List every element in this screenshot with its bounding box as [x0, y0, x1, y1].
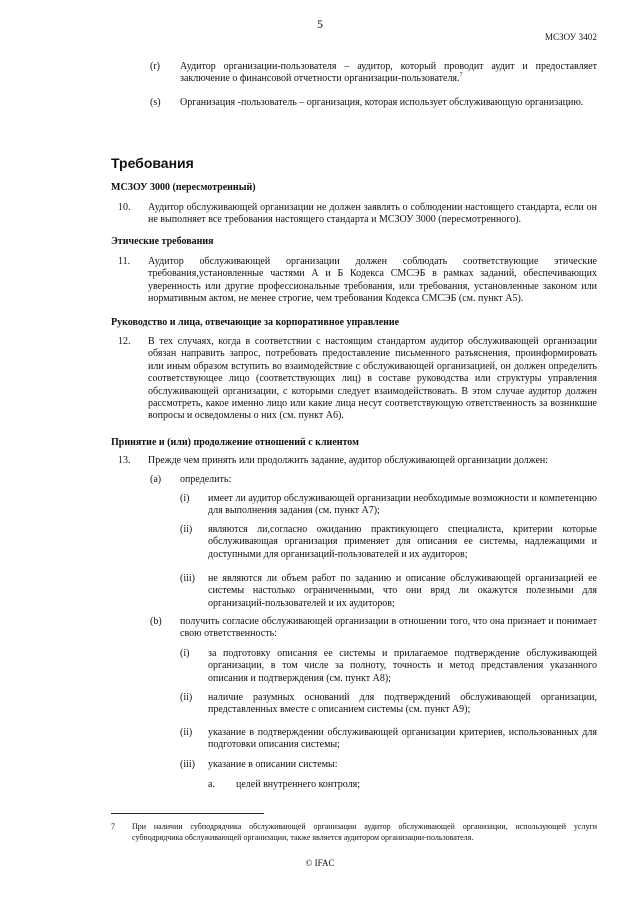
para-12-text: В тех случаях, когда в соответствии с настоящим стандартом аудитор обслуживающей организации обязан направить запрос, потребовать предоставление письменного разъяснения, проинформировать или иным образом вступить во взаимодействие с обслуживающей организацией, он должен определить соответствующее лицо (соответствующих лиц) в составе руководства или структуры управления обслуживающей организации, с которыми следует взаимодействовать. В этом случае аудитор должен рассмотреть, какое именно лицо или какие лица несут соответствующую ответственность за возникшие вопросы и осведомлены о них (см. пункт А6).: [148, 336, 597, 422]
item-b-ii-text: наличие разумных оснований для подтверждений обслуживающей организации, представленных вместе с описанием системы (см. пункт А9);: [208, 692, 597, 716]
item-b-ii2-label: (ii): [180, 727, 193, 738]
sub-alpha-label: a.: [208, 779, 215, 790]
item-b-iii-label: (iii): [180, 759, 195, 770]
footnote-separator: [111, 813, 264, 814]
para-11-text: Аудитор обслуживающей организации должен соблюдать соответствующие этические требования,установленные частями А и Б Кодекса СМСЭБ в рамках заданий, обеспечивающих уверенность или другие профессиональные требования, или требования, установленные законом или нормативным актом, не менее строгие, чем требования Кодекса СМСЭБ (см. пункт А5).: [148, 256, 597, 305]
copyright: © IFAC: [305, 858, 335, 868]
footnote-text: При наличии субподрядчика обслуживающей организации аудитор обслуживающей организации, использующей услуги субподрядчика обслуживающей организации, также является аудитором организации-пользователя.: [132, 822, 597, 842]
item-a-ii-text: являются ли,согласно ожиданию практикующего специалиста, критерии которые обслуживающая организация применяет для описания ее системы, надлежащими и доступными для организаций-пользователей и их аудиторов;: [208, 524, 597, 560]
item-b-label: (b): [150, 616, 162, 627]
footnote-number: 7: [111, 822, 115, 831]
item-b-ii2-text: указание в подтверждении обслуживающей организации критериев, использованных для подготовки описания системы;: [208, 727, 597, 751]
item-a-i-label: (i): [180, 493, 190, 504]
item-b-iii-text: указание в описании системы:: [208, 759, 338, 770]
subheading-acceptance: Принятие и (или) продолжение отношений с клиентом: [111, 437, 359, 448]
def-r-text: Аудитор организации-пользователя – аудитор, который проводит аудит и предоставляет заключение о финансовой отчетности организации-пользователя.$^7$: [180, 61, 597, 85]
item-a-i-text: имеет ли аудитор обслуживающей организации необходимые возможности и компетенцию для выполнения задания (см. пункт А7);: [208, 493, 597, 517]
item-a-text: определить:: [180, 474, 232, 485]
para-11-number: 11.: [118, 256, 131, 267]
page-number: 5: [317, 17, 323, 31]
para-12-number: 12.: [118, 336, 131, 347]
item-a-label: (a): [150, 474, 162, 485]
document-code: МСЗОУ 3402: [544, 32, 597, 42]
item-a-ii-label: (ii): [180, 524, 193, 535]
footnote-ref: 7: [459, 73, 463, 80]
subheading-isa3000: МСЗОУ 3000 (пересмотренный): [111, 182, 256, 193]
section-title: Требования: [111, 155, 194, 171]
para-13-text: Прежде чем принять или продолжить задание, аудитор обслуживающей организации должен:: [148, 455, 549, 466]
para-13-number: 13.: [118, 455, 131, 466]
para-10-number: 10.: [118, 202, 131, 213]
subheading-governance: Руководство и лица, отвечающие за корпоративное управление: [111, 317, 400, 328]
para-10-text: Аудитор обслуживающей организации не должен заявлять о соблюдении настоящего стандарта, если он не выполняет все требования настоящего стандарта и МСЗОУ 3000 (пересмотренного).: [148, 202, 597, 226]
sub-alpha-text: целей внутреннего контроля;: [236, 779, 360, 790]
def-r-label: (r): [150, 61, 160, 72]
def-s-label: (s): [150, 97, 161, 108]
item-b-text: получить согласие обслуживающей организации в отношении того, что она признает и понимает свою ответственность:: [180, 616, 597, 640]
item-b-ii-label: (ii): [180, 692, 193, 703]
item-a-iii-text: не являются ли объем работ по заданию и описание обслуживающей организацией ее системы настолько ограниченными, что они вряд ли окажутся полезными для организаций-пользователей и их аудиторов;: [208, 573, 597, 609]
def-s-text: Организация -пользователь – организация, которая использует обслуживающую организацию.: [180, 97, 584, 108]
subheading-ethics: Этические требования: [111, 236, 214, 247]
item-a-iii-label: (iii): [180, 573, 195, 584]
item-b-i-text: за подготовку описания ее системы и прилагаемое подтверждение обслуживающей организации, в том числе за полноту, точность и метод представления указанного описания и подтверждения (см. пункт А8);: [208, 648, 597, 684]
item-b-i-label: (i): [180, 648, 190, 659]
